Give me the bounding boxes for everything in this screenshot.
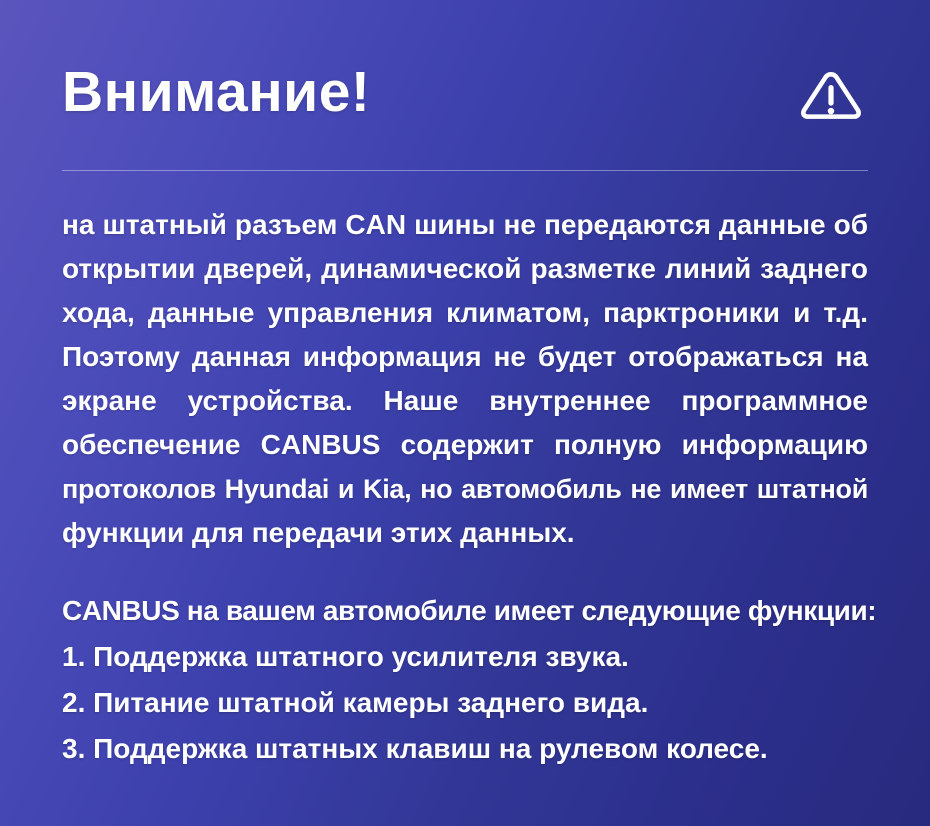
paragraph-line: экране устройства. Наше внутреннее программное	[62, 385, 868, 416]
paragraph-line: обеспечение CANBUS содержит полную информацию	[62, 429, 868, 460]
canbus-functions-section	[62, 588, 877, 772]
divider-line	[62, 170, 868, 171]
paragraph-line: Поэтому данная информация не будет отображаться на	[62, 341, 868, 372]
canbus-notice-paragraph	[62, 203, 868, 555]
paragraph-line: открытии дверей, динамической разметке линий заднего	[62, 253, 868, 284]
list-item: 2. Питание штатной камеры заднего вида.	[62, 687, 649, 718]
paragraph-line: протоколов Hyundai и Kia, но автомобиль не имеет штатной	[62, 474, 868, 504]
paragraph-line: хода, данные управления климатом, парктроники и т.д.	[62, 297, 868, 328]
paragraph-line: функции для передачи этих данных.	[62, 517, 575, 548]
paragraph-line: на штатный разъем CAN шины не передаются данные об	[62, 209, 868, 240]
list-item: 1. Поддержка штатного усилителя звука.	[62, 641, 629, 672]
functions-heading: CANBUS на вашем автомобиле имеет следующие функции:	[62, 595, 877, 626]
header	[62, 62, 868, 122]
warning-triangle-icon	[796, 68, 866, 124]
list-item: 3. Поддержка штатных клавиш на рулевом колесе.	[62, 733, 768, 764]
page-title: Внимание!	[62, 60, 371, 124]
